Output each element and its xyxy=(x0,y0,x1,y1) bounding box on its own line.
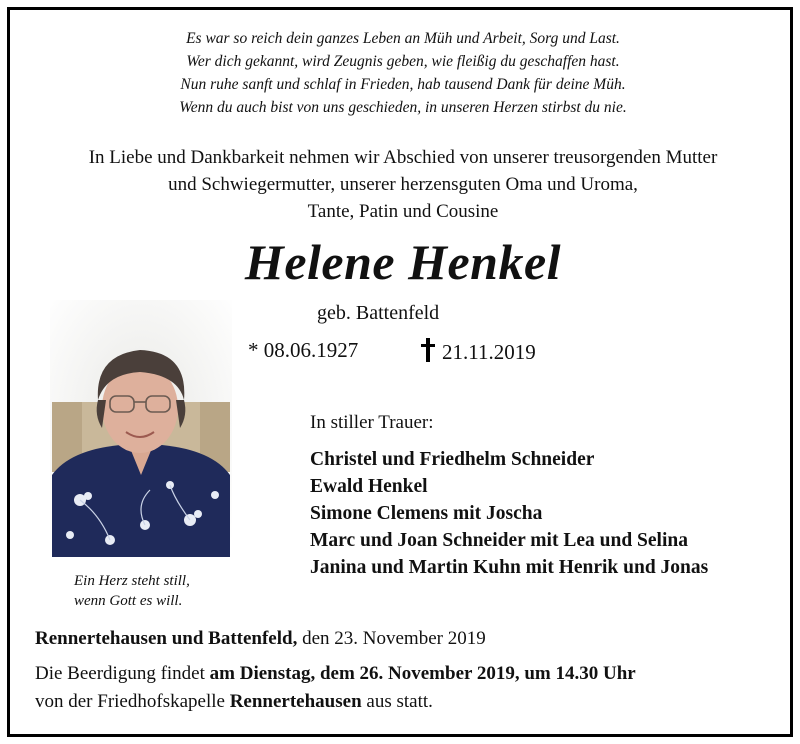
poem-line: Es war so reich dein ganzes Leben an Müh und Arbeit, Sorg und Last. xyxy=(186,30,620,47)
intro-line: Tante, Patin und Cousine xyxy=(307,201,499,222)
caption-line: wenn Gott es will. xyxy=(74,593,183,609)
poem-line: Nun ruhe sanft und schlaf in Frieden, hab tausend Dank für deine Müh. xyxy=(180,76,626,93)
funeral-text: Die Beerdigung findet xyxy=(35,663,210,684)
mourner-list xyxy=(310,446,708,581)
intro-line: und Schwiegermutter, unserer herzensguten Oma und Uroma, xyxy=(168,174,638,195)
death-date-group xyxy=(420,338,536,365)
mourner-name: Christel und Friedhelm Schneider xyxy=(310,449,595,470)
poem-line: Wenn du auch bist von uns geschieden, in unseren Herzen stirbst du nie. xyxy=(179,99,627,116)
caption-line: Ein Herz steht still, xyxy=(74,573,190,589)
death-date: 21.11.2019 xyxy=(442,340,536,364)
cross-icon xyxy=(420,338,436,362)
intro-text xyxy=(10,144,796,225)
portrait-photo xyxy=(50,300,232,557)
mourner-name: Ewald Henkel xyxy=(310,476,428,497)
place-location: Rennertehausen und Battenfeld, xyxy=(35,628,298,649)
funeral-text: von der Friedhofskapelle xyxy=(35,691,230,712)
birth-date: * 08.06.1927 xyxy=(248,338,359,362)
maiden-name: geb. Battenfeld xyxy=(317,302,440,324)
mourning-title: In stiller Trauer: xyxy=(310,412,434,433)
mourner-name: Simone Clemens mit Joscha xyxy=(310,503,543,524)
funeral-line-1 xyxy=(35,660,636,688)
mourner-name: Janina und Martin Kuhn mit Henrik und Jonas xyxy=(310,557,709,578)
intro-line: In Liebe und Dankbarkeit nehmen wir Abschied von unserer treusorgenden Mutter xyxy=(88,147,718,168)
place-date xyxy=(35,628,486,650)
photo-caption xyxy=(74,571,190,611)
obituary-frame xyxy=(7,7,793,737)
funeral-notice xyxy=(35,660,636,716)
funeral-datetime: am Dienstag, dem 26. November 2019, um 14.30 Uhr xyxy=(209,663,636,684)
place-date-text: den 23. November 2019 xyxy=(302,628,486,649)
poem-line: Wer dich gekannt, wird Zeugnis geben, wie fleißig du geschaffen hast. xyxy=(186,53,620,70)
poem xyxy=(10,27,796,119)
funeral-text: aus statt. xyxy=(361,691,433,712)
funeral-line-2 xyxy=(35,688,636,716)
funeral-location: Rennertehausen xyxy=(229,691,362,712)
mourner-name: Marc und Joan Schneider mit Lea und Selina xyxy=(310,530,688,551)
deceased-name: Helene Henkel xyxy=(244,234,562,290)
